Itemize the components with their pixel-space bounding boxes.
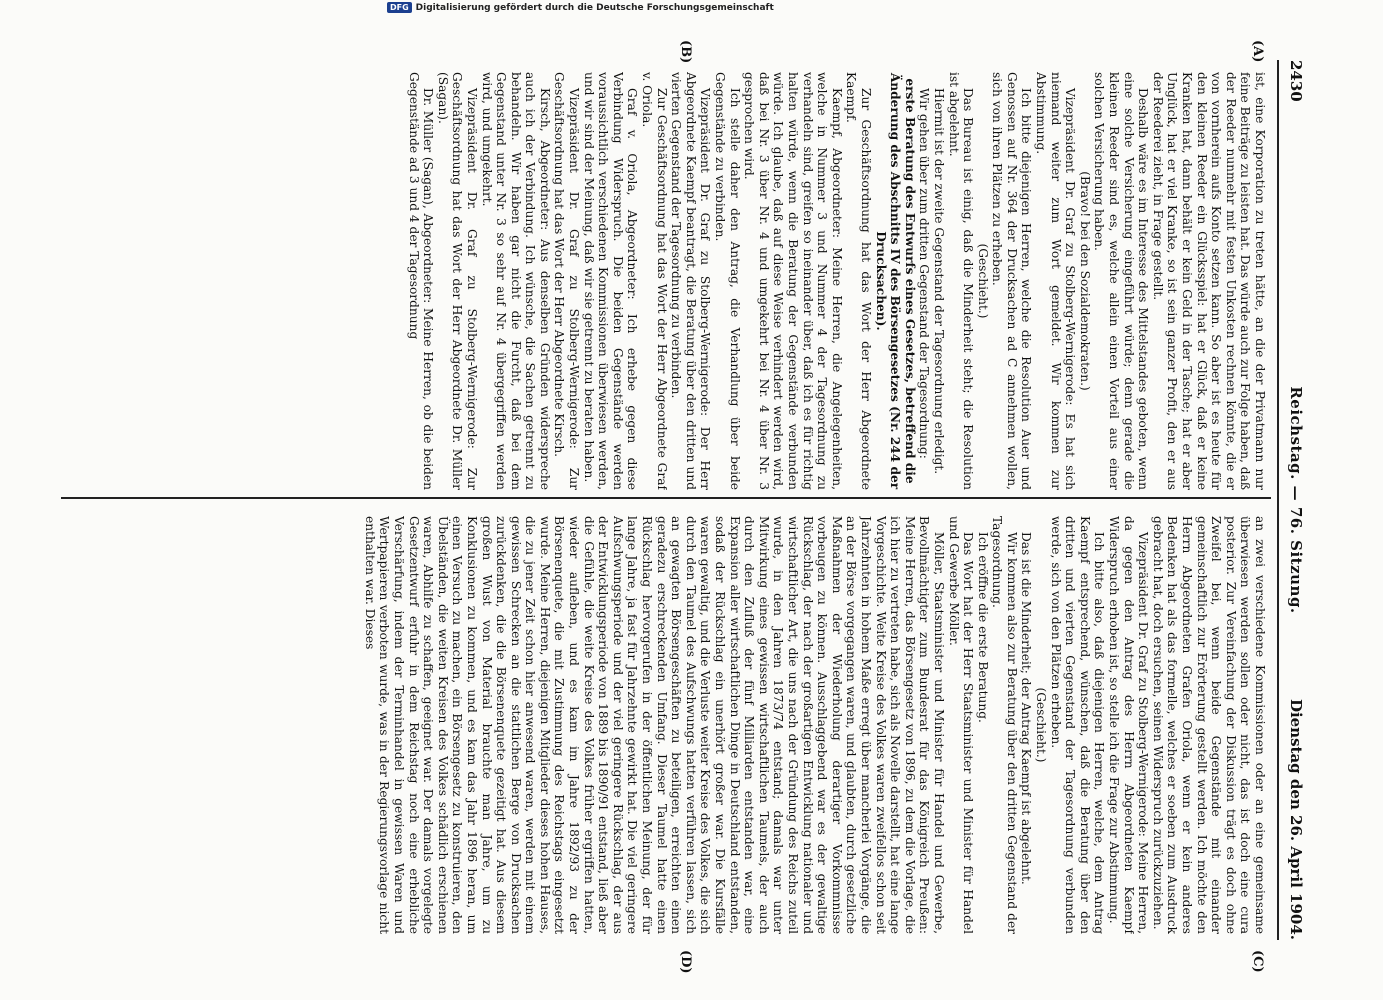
page-header <box>1275 60 1315 940</box>
paragraph: Zur Geschäftsordnung hat das Wort der Herr Abgeordnete Graf v. Oriola. <box>640 72 669 490</box>
paragraph: Dr. Müller (Sagan), Abgeordneter: Meine Herren, ob die beiden Gegenstände ad 3 und 4 der Tagesordnung <box>406 72 436 490</box>
paragraph: Zur Geschäftsordnung hat das Wort der Herr Abgeordnete Kaempf. <box>844 72 873 490</box>
paragraph: Ich bitte diejenigen Herren, welche die Resolution Auer und Genossen auf Nr. 364 der Drucksachen ad C annehmen wollen, sich von ihren Plätzen zu erheben. <box>990 72 1034 490</box>
left-column <box>67 72 1267 490</box>
paragraph: Kaempf, Abgeordneter: Meine Herren, die Angelegenheiten, welche in Nummer 3 und Nummer 4 der Tagesordnung zu verhandeln sind, greifen so ineinander über, daß ich es für richtig halten würde, wenn die Beratung der Gegenstände verbunden würde. Ich glaube, daß auf diese Weise verhindert werden wird, daß bei Nr. 3 über Nr. 4 und umgekehrt bei Nr. 4 über Nr. 3 gesprochen wird. <box>742 72 844 490</box>
paragraph: Möller, Staatsminister und Minister für Handel und Gewerbe, Bevollmächtigter zum Bundesrat für das Königreich Preußen: Meine Herren, das Börsengesetz von 1896, zu dem die Vorlage, die ich hier zu vertreten habe, sich als Novelle darstellt, hat eine lange Vorgeschichte. Weite Kreise des Volkes waren zweifellos schon seit Jahrzehnten in hohem Maße erregt über mancherlei Vorgänge, die an der Börse vorgegangen waren, und glaubten, durch gesetzliche Maßnahmen der Wiederholung derartiger Vorkommnisse vorbeugen zu können. Ausschlaggebend war es der gewaltige Rückschlag, der nach der großartigen Entwicklung nationaler und wirtschaftlicher Art, die uns nach der Gründung des Reichs zuteil wurde, in den Jahren 1873/74 entstand; damals war unter Mitwirkung eines gewissen wirtschaftlichen Taumels, der auch durch den Zufluß der fünf Milliarden entstanden war, eine Expansion aller wirtschaftlichen Dinge in Deutschland entstanden, sodaß der Rückschlag ein unerhört großer war. Die Kursfälle waren gewaltig, und die Verluste weiter Kreise des Volkes, die sich durch den Taumel des Aufschwungs hatten verführen lassen, sich an gewagten Börsengeschäften zu beteiligen, erreichten einen geradezu erschreckenden Umfang. Dieser Taumel hatte einen Rückschlag hervorgerufen in der öffentlichen Meinung, der für lange Jahre, ja fast für Jahrzehnte gewirkt hat. Die viel geringere Aufschwungsperiode und der viel geringere Rückschlag, der aus der Entwicklungsperiode von 1889 bis 1890/91 entstand, ließ aber die Gefühle, die weite Kreise des Volkes früher ergriffen hatten, wieder aufleben, und es kam im Jahre 1892/93 zu der Börsenenquete, die mit Zustimmung des Reichstags eingesetzt wurde. Meine Herren, diejenigen Mitglieder dieses hohen Hauses, die zu jener Zeit schon hier anwesend waren, werden mit einem gewissen Schrecken an die stattlichen Berge von Drucksachen zurückdenken, die die Börsenenquete gezeitigt hat. Aus diesem großen Wust von Material brauchte man Jahre, um zu Konklusionen zu kommen, und es kam das Jahr 1896 heran, um einen Versuch zu machen, ein Börsengesetz zu konstruieren, den Übelständen, die weiten Kreisen des Volkes schädlich erschienen waren, Abhilfe zu schaffen, geeignet war. Der damals vorgelegte Gesetzentwurf erfuhr in dem Reichstag noch eine erhebliche Verschärfung, indem der Terminhandel in gewissen Waren und Wertpapieren verboten wurde, was in der Regierungsvorlage nicht enthalten war. Dieses <box>362 516 946 934</box>
paragraph: Vizepräsident Dr. Graf zu Stolberg-Wernigerode: Der Herr Abgeordnete Kaempf beantragt, die Beratung über den dritten und vierten Gegenstand der Tagesordnung zu verbinden. <box>669 72 713 490</box>
paragraph: Vizepräsident Dr. Graf zu Stolberg-Wernigerode: Zur Geschäftsordnung hat das Wort der Herr Abgeordnete Kirsch. <box>552 72 582 490</box>
paragraph: Das Bureau ist einig, daß die Minderheit steht; die Resolution ist abgelehnt. <box>946 72 976 490</box>
interjection: (Geschieht.) <box>975 243 990 319</box>
paragraph: Ich eröffne die erste Beratung. <box>975 532 990 723</box>
paragraph: Deshalb wäre es im Interesse des Mittelstandes geboten, wenn eine solche Versicherung eingeführt würde; denn gerade die kleinen Reeder sind es, welche allein einen Vorteil aus einer solchen Versicherung haben. <box>1092 72 1151 490</box>
digitization-credit <box>387 2 1383 20</box>
right-column <box>67 516 1267 934</box>
paragraph: Ich bitte also, daß diejenigen Herren, welche, dem Antrag Kaempf entsprechend, wünschen, daß die Beratung über den dritten und vierten Gegenstand der Tagesordnung verbunden werde, sich von den Plätzen erheben. <box>1048 516 1107 934</box>
paragraph: ist, eine Korporation zu treten hätte, an die der Privatmann nur feine Beiträge zu leisten hat. Das würde auch zur Folge haben, daß der Reeder nunmehr mit festen Unkosten rechnen könnte, die er von vornherein aufs Konto setzen kann. So aber ist es heute für den kleinen Reeder ein Glücksspiel: hat er Glück, daß er keine Kranken hat, dann behält er kein Geld in der Tasche; hat er aber Unglück, hat er viel Kranke, so ist sein ganzer Profit, den er aus der Reederei zieht, in Frage gestellt. <box>1150 72 1267 490</box>
paragraph: Ich stelle daher den Antrag, die Verhandlung über beide Gegenstände zu verbinden. <box>713 72 742 490</box>
credit-text: Digitalisierung gefördert durch die Deutsche Forschungsgemeinschaft <box>415 3 774 13</box>
paragraph: Das ist die Minderheit; der Antrag Kaempf ist abgelehnt. <box>1019 532 1034 885</box>
agenda-item-heading: erste Beratung des Entwurfs eines Gesetzes, betreffend die Änderung des Abschnitts IV des Börsengesetzes (Nr. 244 der Drucksachen). <box>873 72 917 490</box>
paragraph: Wir gehen über zum dritten Gegenstand der Tagesordnung: <box>917 88 932 459</box>
paragraph: Vizepräsident Dr. Graf zu Stolberg-Wernigerode: Zur Geschäftsordnung hat das Wort der Herr Abgeordnete Dr. Müller (Sagan). <box>435 72 479 490</box>
paragraph: Hiermit ist der zweite Gegenstand der Tagesordnung erledigt. <box>931 88 946 475</box>
paragraph: an zwei verschiedene Kommissionen oder an eine gemeinsame überwiesen werden sollen oder nicht, das ist doch eine cura posterior. Zur Vereinfachung der Diskussion trägt es doch ohne Zweifel bei, wenn beide Gegenstände mit einander gemeinschaftlich zur Erörterung gestellt werden. Ich möchte den Herrn Abgeordneten Grafen Oriola, wenn er kein anderes Bedenken hat als das formelle, welches er soeben zum Ausdruck gebracht hat, doch ersuchen, seinen Widerspruch zurückzuziehen. <box>1150 516 1267 934</box>
margin-marker-c: (C) <box>1250 950 1265 973</box>
column-divider <box>61 497 1271 499</box>
paragraph: Kirsch, Abgeordneter: Aus denselben Gründen widerspreche auch ich der Verbindung. Ich wünsche, die Sachen getrennt zu behandeln. Wir haben gar nicht die Furcht, daß bei dem Gegenstand unter Nr. 3 so sehr auf Nr. 4 übergegriffen werden wird, und umgekehrt. <box>479 72 552 490</box>
session-date: Dienstag den 26. April 1904. <box>1287 698 1305 940</box>
page-number: 2430 <box>1287 60 1305 102</box>
interjection: (Geschieht.) <box>1034 687 1049 763</box>
paragraph: Graf v. Oriola, Abgeordneter: Ich erhebe gegen diese Verbindung Widerspruch. Die beiden Gegenstände werden voraussichtlich verschiedenen Kommissionen überwiesen werden, und wir sind der Meinung, daß wir sie getrennt zu beraten haben. <box>581 72 640 490</box>
margin-marker-a: (A) <box>1250 40 1265 63</box>
paragraph: Vizepräsident Dr. Graf zu Stolberg-Wernigerode: Es hat sich niemand weiter zum Wort gemeldet. Wir kommen zur Abstimmung. <box>1034 72 1078 490</box>
margin-marker-d: (D) <box>678 950 693 974</box>
header-rule <box>1277 60 1279 940</box>
interjection: (Bravo! bei den Sozialdemokraten.) <box>1077 171 1092 391</box>
paragraph: Wir kommen also zur Beratung über den dritten Gegenstand der Tagesordnung. <box>990 516 1019 934</box>
margin-marker-b: (B) <box>678 40 693 64</box>
running-title: Reichstag. — 76. Sitzung. <box>1287 386 1305 614</box>
dfg-logo-icon: DFG <box>387 2 412 13</box>
paragraph: Das Wort hat der Herr Staatsminister und Minister für Handel und Gewerbe Möller. <box>946 516 976 934</box>
paragraph: Vizepräsident Dr. Graf zu Stolberg-Wernigerode: Meine Herren, da gegen den Antrag des Herrn Abgeordneten Kaempf Widerspruch erhoben ist, so stelle ich die Frage zur Abstimmung. <box>1107 516 1151 934</box>
